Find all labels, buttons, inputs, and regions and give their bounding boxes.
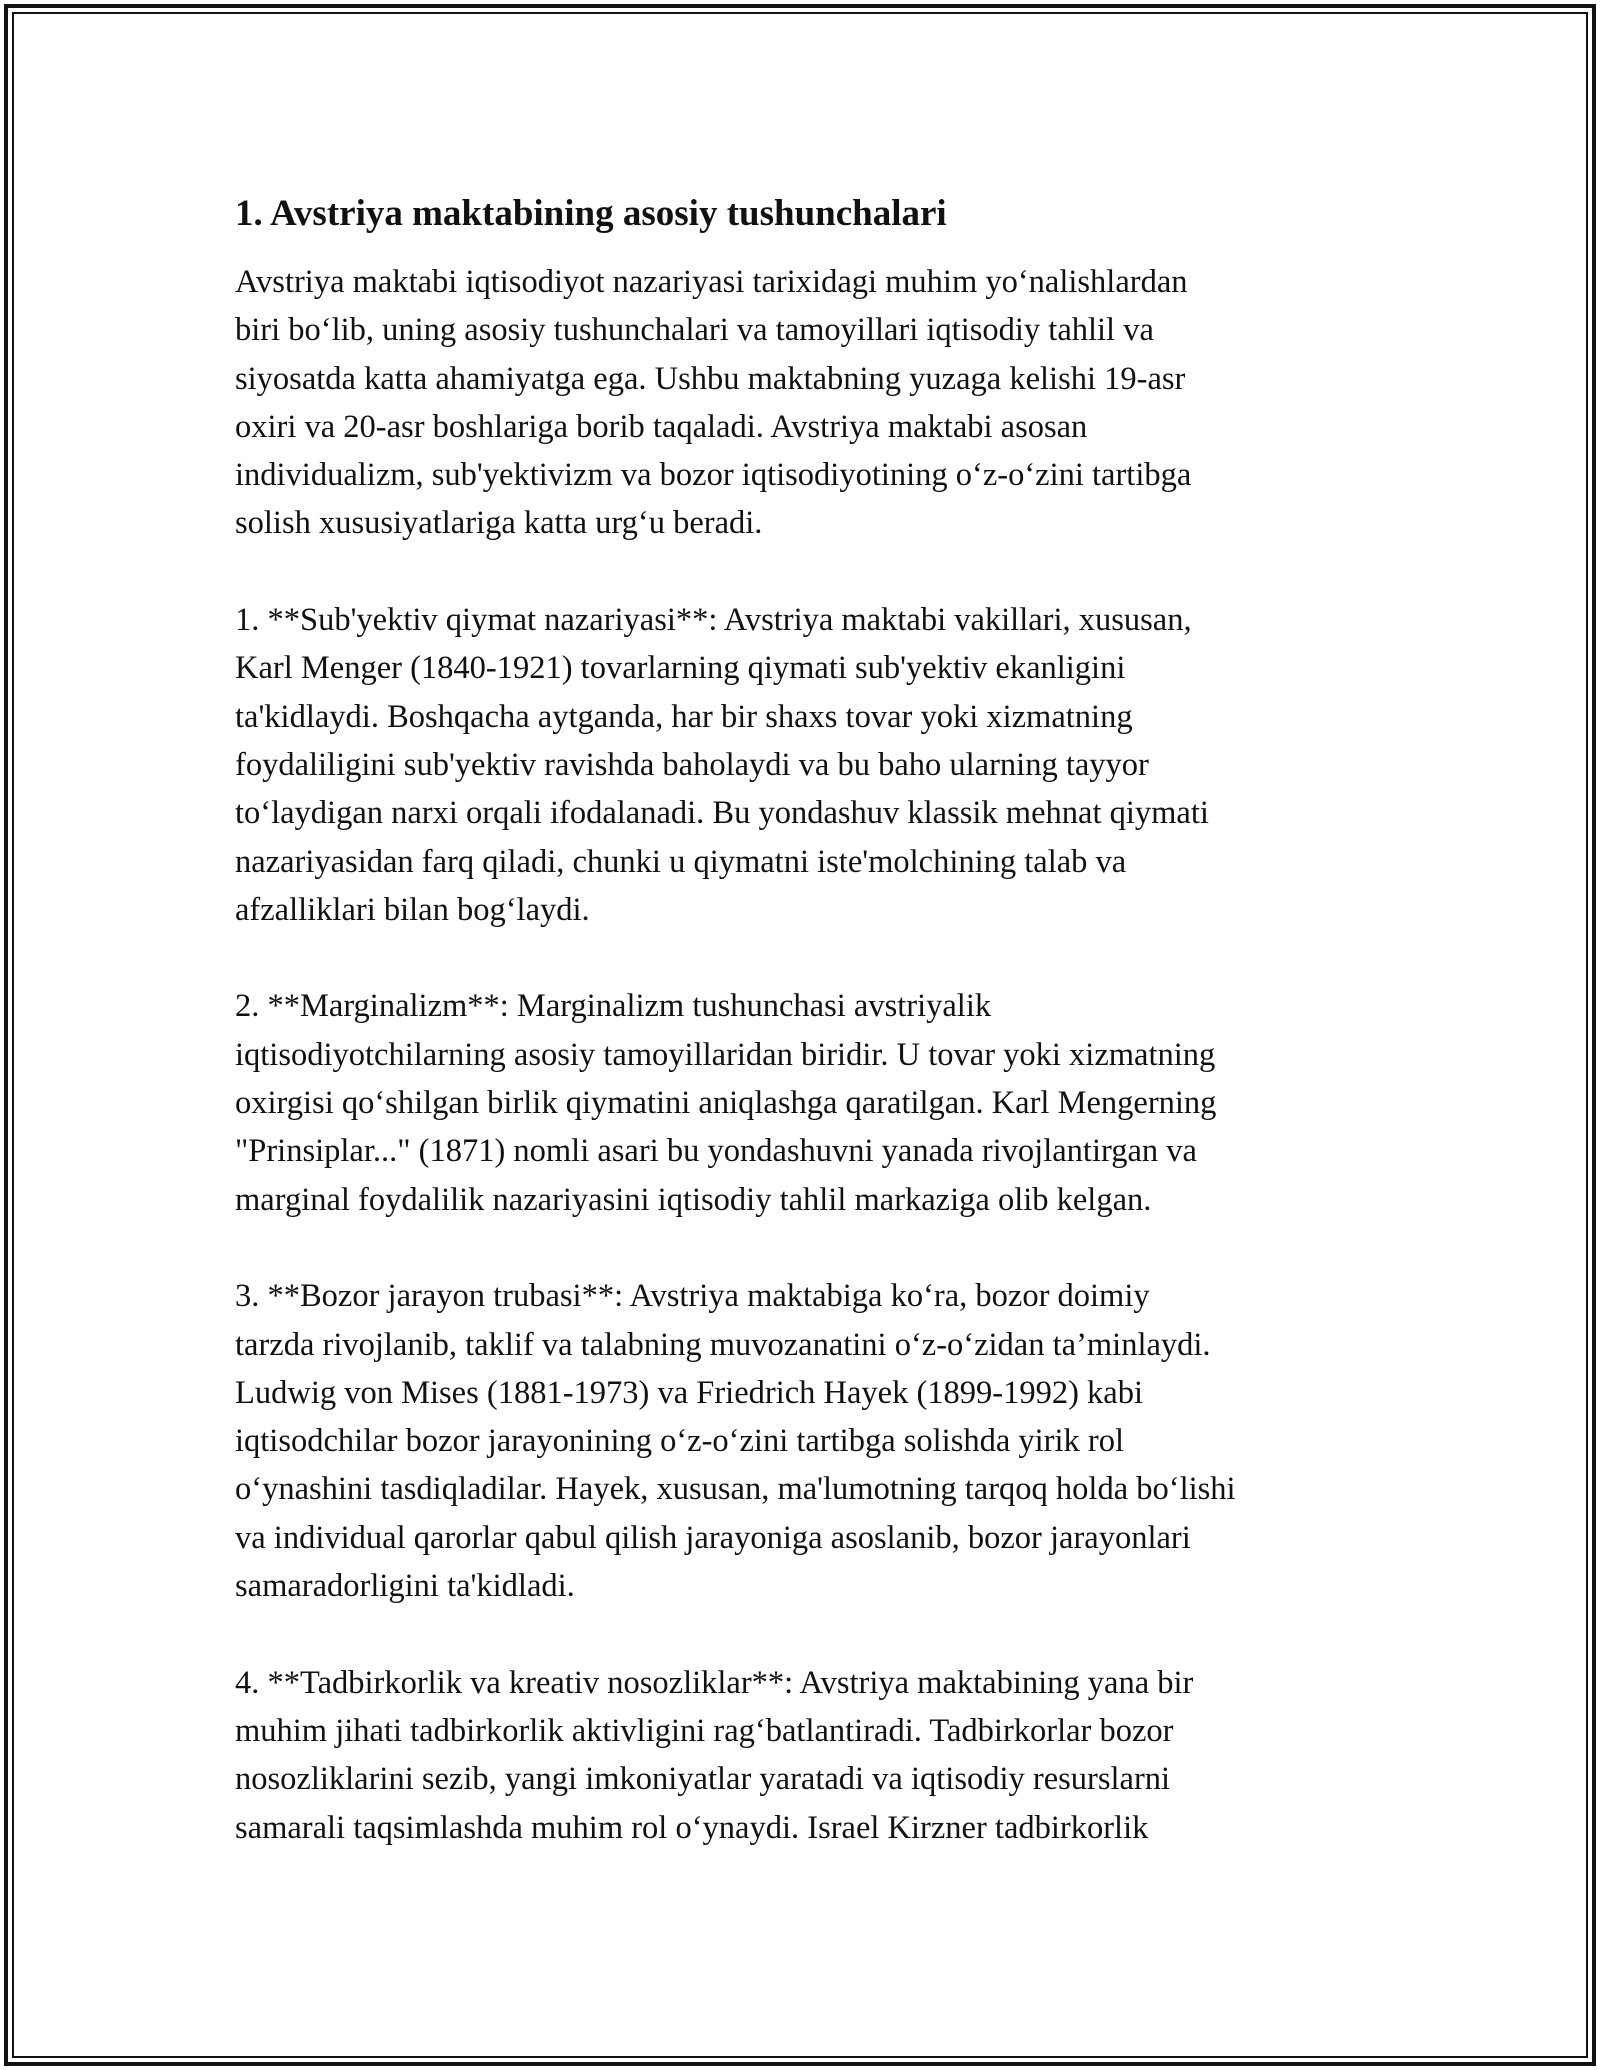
paragraph-marginalism: 2. **Marginalizm**: Marginalizm tushunchasi avstriyalik iqtisodiyotchilarning asosiy tamoyillaridan biridir. U tovar yoki xizmatning oxirgisi qo‘shilgan birlik qiymatini aniqlashga qaratilgan. Karl Mengerning "Prinsiplar..." (1871) nomli asari bu yondashuvni yanada rivojlantirgan va marginal foydalilik nazariyasini iqtisodiy tahlil markaziga olib kelgan. xyxy=(235,988,1217,1218)
paragraph-entrepreneurship: 4. **Tadbirkorlik va kreativ nosozliklar**: Avstriya maktabining yana bir muhim jihati tadbirkorlik aktivligini rag‘batlantiradi. Tadbirkorlar bozor nosozliklarini sezib, yangi imkoniyatlar yaratadi va iqtisodiy resurslarni samarali taqsimlashda muhim rol o‘ynaydi. Israel Kirzner tadbirkorlik xyxy=(235,1664,1194,1846)
paragraph-market-process: 3. **Bozor jarayon trubasi**: Avstriya maktabiga ko‘ra, bozor doimiy tarzda rivojlanib, taklif va talabning muvozanatini o‘z-o‘zidan ta’minlaydi. Ludwig von Mises (1881-1973) va Friedrich Hayek (1899-1992) kabi iqtisodchilar bozor jarayonining o‘z-o‘zini tartibga solishda yirik rol o‘ynashini tasdiqladilar. Hayek, xususan, ma'lumotning tarqoq holda bo‘lishi va individual qarorlar qabul qilish jarayoniga asoslanib, bozor jarayonlari samaradorligini ta'kidladi. xyxy=(235,1278,1236,1605)
document-body xyxy=(235,190,1385,1900)
section-heading: 1. Avstriya maktabining asosiy tushunchalari xyxy=(235,193,947,234)
paragraph-subjective-value: 1. **Sub'yektiv qiymat nazariyasi**: Avstriya maktabi vakillari, xususan, Karl Menger (1840-1921) tovarlarning qiymati sub'yektiv ekanligini ta'kidlaydi. Boshqacha aytganda, har bir shaxs tovar yoki xizmatning foydaliligini sub'yektiv ravishda baholaydi va bu baho ularning tayyor to‘laydigan narxi orqali ifodalanadi. Bu yondashuv klassik mehnat qiymati nazariyasidan farq qiladi, chunki u qiymatni iste'molchining talab va afzalliklari bilan bog‘laydi. xyxy=(235,602,1209,928)
intro-paragraph: Avstriya maktabi iqtisodiyot nazariyasi tarixidagi muhim yo‘nalishlardan biri bo‘lib, uning asosiy tushunchalari va tamoyillari iqtisodiy tahlil va siyosatda katta ahamiyatga ega. Ushbu maktabning yuzaga kelishi 19-asr oxiri va 20-asr boshlariga borib taqaladi. Avstriya maktabi asosan individualizm, sub'yektivizm va bozor iqtisodiyotining o‘z-o‘zini tartibga solish xususiyatlariga katta urg‘u beradi. xyxy=(235,264,1192,542)
